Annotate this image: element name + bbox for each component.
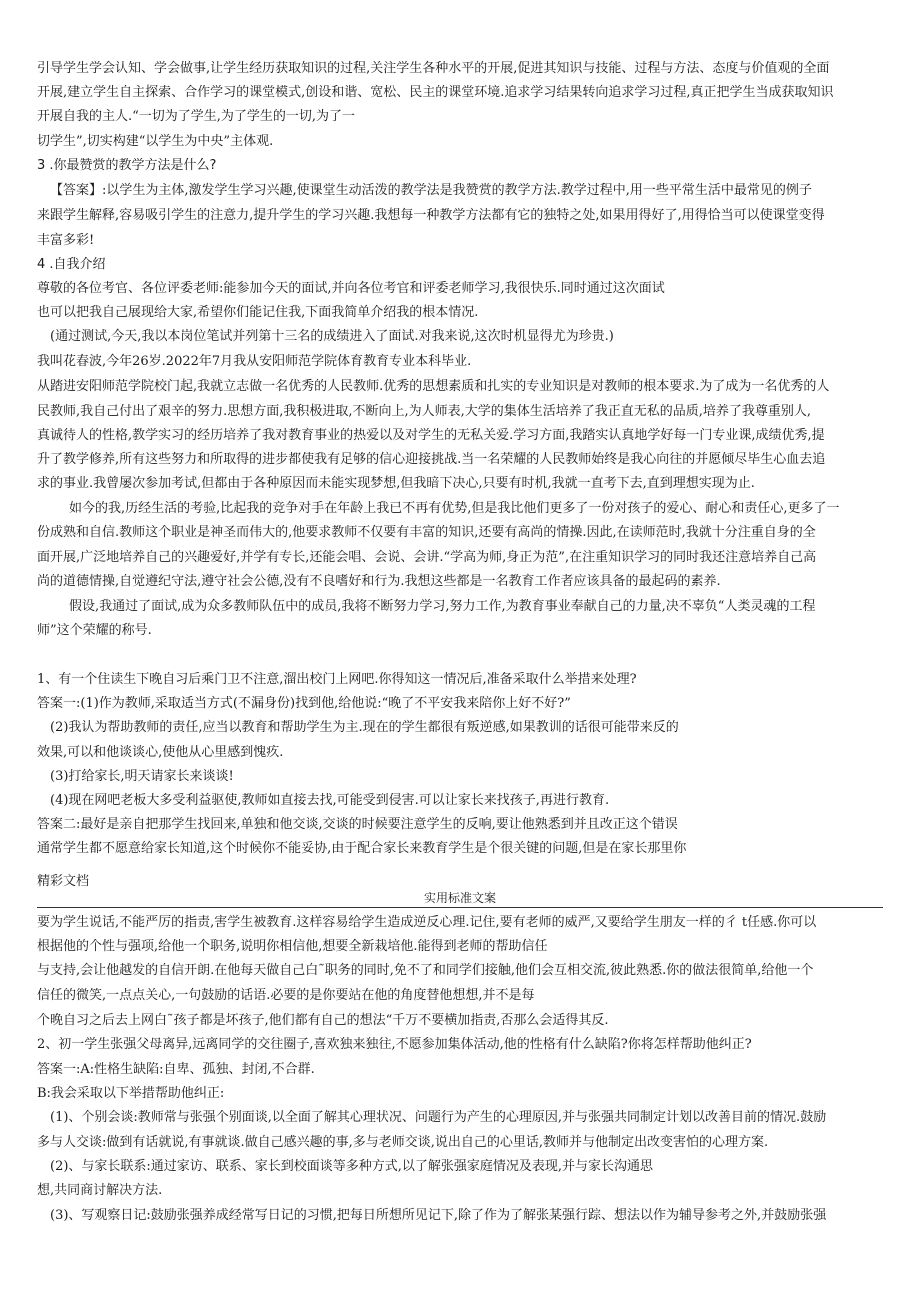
text-line: 丰富多彩! [37,233,95,248]
text-line: 多与人交谈:做到有话就说,有事就谈.做自己感兴趣的事,多与老师交谈,说出自己的心里话,教师并与他制定出改变害怕的心理方案. [37,1135,769,1150]
text-line: 尊敬的各位考官、各位评委老师:能参加今天的面试,并向各位考官和评委老师学习,我很快乐.同时通过这次面试 [37,281,665,296]
text-line: 我叫花春波,今年26岁.2022年7月我从安阳师范学院体育教育专业本科毕业. [37,354,472,369]
answer-line: (3)、写观察日记:鼓励张强养成经常写日记的习惯,把每日所想所见记下,除了作为了解张某强行踪、想法以作为辅导参考之外,并鼓励张强 [50,1208,827,1223]
text-line: 真诚待人的性格,教学实习的经历培养了我对教育事业的热爱以及对学生的无私关爱.学习方面,我踏实认真地学好每一门专业课,成绩优秀,提 [37,428,825,443]
text-line: 引导学生学会认知、学会做事,让学生经历获取知识的过程,关注学生各种水平的开展,促进其知识与技能、过程与方法、态度与价值观的全面 [37,61,830,76]
text-line: 来跟学生解释,容易吸引学生的注意力,提升学生的学习兴趣.我想每一种教学方法都有它的独特之处,如果用得好了,用得恰当可以使课堂变得 [37,208,825,223]
answer-line: 答案二:最好是亲自把那学生找回来,单独和他交谈,交谈的时候要注意学生的反响,要让他熟悉到并且改正这个错误 [37,817,678,832]
text-line: 个晚自习之后去上网白˜孩子都是坏孩子,他们都有自己的想法“千万不要横加指责,否那么会适得其反. [37,1013,609,1028]
text-line: 根据他的个性与强项,给他一个职务,说明你相信他,想要全新栽培他.能得到老师的帮助信任 [37,939,548,954]
answer-line: 【答案】:以学生为主体,激发学生学习兴趣,使课堂生动活泼的教学法是我赞赏的教学方法.教学过程中,用一些平常生活中最常见的例子 [50,183,812,198]
text-line: 要为学生说话,不能严厉的指责,害学生被教育.这样容易给学生造成逆反心理.记住,要有老师的威严,又要给学生朋友一样的彳 t任感.你可以 [37,915,817,930]
header-divider [37,907,883,908]
text-line: 通常学生都不愿意给家长知道,这个时候你不能妥协,由于配合家长来教育学生是个很关键的问题,但是在家长那里你 [37,841,687,856]
answer-line: 答案一:A:性格生缺陷:自卑、孤独、封闭,不合群. [37,1062,315,1077]
text-line: 份成熟和自信.教师这个职业是神圣而伟大的,他要求教师不仅要有丰富的知识,还要有高尚的情操.因此,在读师范时,我就十分注重自身的全 [37,525,816,540]
question-heading: 1、有一个住读生下晚自习后乘门卫不注意,溜出校门上网吧.你得知这一情况后,准备采取什么举措来处理? [37,672,637,687]
question-heading: 2、初一学生张强父母离异,远离同学的交往圈子,喜欢独来独往,不愿参加集体活动,他的性格有什么缺陷?你将怎样帮助他纠正? [37,1037,752,1052]
text-line: 如今的我,历经生活的考验,比起我的竞争对手在年龄上我已不再有优势,但是我比他们更多了一份对孩子的爱心、耐心和责任心,更多了一 [69,501,840,516]
answer-line: B:我会采取以下举措帮助他纠正: [37,1086,225,1101]
text-line: 升了教学修养,所有这些努力和所取得的进步都使我有足够的信心迎接挑战.当一名荣耀的人民教师始终是我心向往的并愿倾尽毕生心血去追 [37,452,826,467]
text-line: 民教师,我自己付出了艰辛的努力.思想方面,我积极进取,不断向上,为人师表,大学的集体生活培养了我正直无私的品质,培养了我尊重别人, [37,404,812,419]
answer-line: 答案一:(1)作为教师,采取适当方式(不漏身份)找到他,给他说:“晚了不平安我来陪你上好不好?” [37,696,571,711]
answer-line: (2)、与家长联系:通过家访、联系、家长到校面谈等多种方式,以了解张强家庭情况及表现,并与家长沟通思 [50,1159,654,1174]
text-line: 想,共同商讨解决方法. [37,1183,163,1198]
text-line: 与支持,会让他越发的自信开朗.在他每天做自己白˜职务的同时,免不了和同学们接触,他们会互相交流,彼此熟悉.你的做法很简单,给他一个 [37,963,814,978]
answer-line: (3)打给家长,明天请家长来谈谈! [50,769,234,784]
text-line: 求的事业.我曾屡次参加考试,但都由于各种原因而未能实现梦想,但我暗下决心,只要有时机,我就一直考下去,直到理想实现为止. [37,476,755,491]
answer-line: (1)、个别会谈:教师常与张强个别面谈,以全面了解其心理状况、问题行为产生的心理原因,并与张强共同制定计划以改善目前的情况.鼓励 [50,1110,827,1125]
page-header: 实用标准文案 [423,891,496,905]
text-line: (通过测试,今天,我以本岗位笔试并列第十三名的成绩进入了面试.对我来说,这次时机显得尤为珍贵.) [50,329,614,344]
page-footer: 精彩文档 [37,874,90,889]
text-line: 假设,我通过了面试,成为众多教师队伍中的成员,我将不断努力学习,努力工作,为教育事业奉献自己的力量,决不辜负“人类灵魂的工程 [69,599,816,614]
text-line: 尚的道德情操,自觉遵纪守法,遵守社会公德,没有不良嗜好和行为.我想这些都是一名教育工作者应该具备的最起码的素养. [37,574,721,589]
text-line: 面开展,广泛地培养自己的兴趣爱好,并学有专长,还能会唱、会说、会讲.“学高为师,身正为范”,在注重知识学习的同时我还注意培养自己高 [37,550,817,565]
text-line: 开展自我的主人.“一切为了学生,为了学生的一切,为了一 [37,109,356,124]
text-line: 切学生”,切实构建“以学生为中央”主体观. [37,134,274,149]
text-line: 信任的微笑,一点点关心,一句鼓励的话语.必要的是你要站在他的角度替他想想,并不是每 [37,988,535,1003]
question-heading: 4 .自我介绍 [37,257,106,272]
text-line: 也可以把我自己展现给大家,希望你们能记住我,下面我简单介绍我的根本情况. [37,305,479,320]
answer-line: (4)现在网吧老板大多受利益驱使,教师如直接去找,可能受到侵害.可以让家长来找孩子,再进行教育. [50,793,610,808]
question-heading: 3 .你最赞赏的教学方法是什么? [37,158,217,173]
text-line: 效果,可以和他谈谈心,使他从心里感到愧疚. [37,745,284,760]
text-line: 开展,建立学生自主探索、合作学习的课堂模式,创设和谐、宽松、民主的课堂环境.追求学习结果转向追求学习过程,真正把学生当成获取知识 [37,85,834,100]
text-line: 从踏进安阳师范学院校门起,我就立志做一名优秀的人民教师.优秀的思想素质和扎实的专业知识是对教师的根本要求.为了成为一名优秀的人 [37,379,830,394]
text-line: 师”这个荣耀的称号. [37,623,152,638]
answer-line: (2)我认为帮助教师的责任,应当以教育和帮助学生为主.现在的学生都很有叛逆感,如果教训的话很可能带来反的 [50,720,679,735]
